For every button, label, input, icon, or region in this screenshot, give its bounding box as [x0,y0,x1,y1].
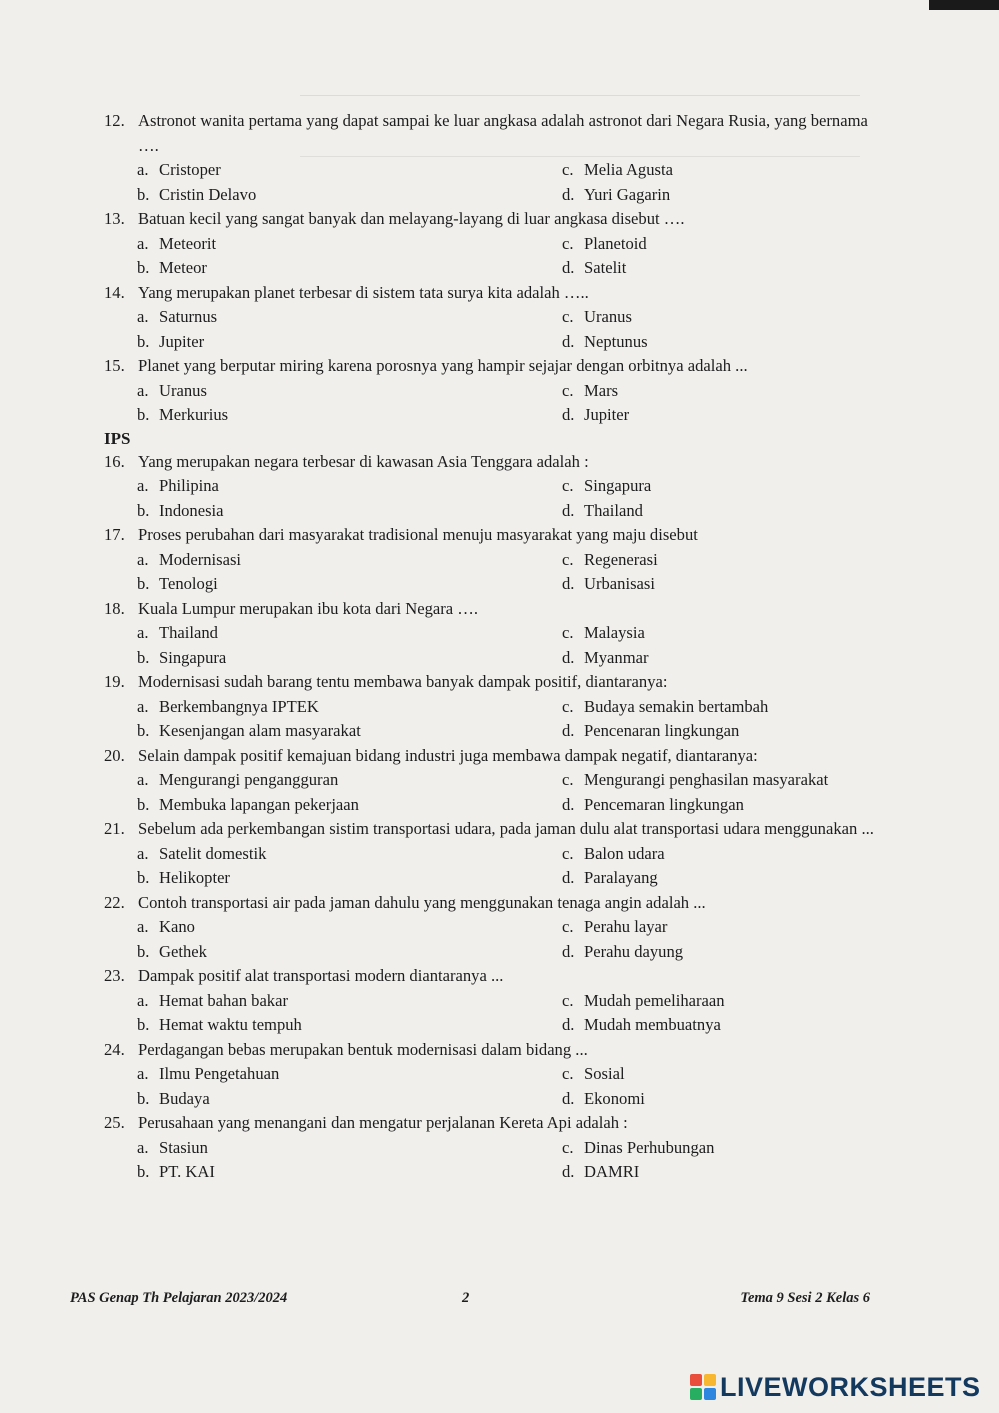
logo-square-4 [704,1388,716,1400]
option-text: Hemat waktu tempuh [159,1015,302,1034]
option-text: Malaysia [584,623,645,642]
question-item [104,891,874,965]
option-letter: a. [137,549,149,569]
question-text-row [104,964,874,989]
answer-option[interactable] [562,379,618,404]
question-text: Yang merupakan planet terbesar di sistem tata surya kita adalah ….. [138,282,589,302]
answer-options [137,379,874,428]
option-text: Berkembangnya IPTEK [159,696,319,716]
option-text: Mengurangi pengangguran [159,770,339,789]
answer-option[interactable] [137,719,361,744]
footer-theme: Tema 9 Sesi 2 Kelas 6 [740,1290,870,1306]
question-text-row [104,281,874,306]
answer-option[interactable] [137,646,226,671]
option-text: Indonesia [159,500,224,520]
answer-option[interactable] [562,842,665,867]
option-letter: c. [562,843,574,863]
question-number: 13. [104,209,125,228]
option-letter: d. [562,405,575,424]
option-text: Jupiter [584,405,630,424]
question-text-row [104,450,874,475]
answer-options [137,1136,874,1185]
answer-options [137,305,874,354]
option-text: Pencenaran lingkungan [584,721,740,740]
answer-option[interactable] [137,866,230,891]
answer-options [137,1062,874,1111]
liveworksheets-logo [690,1372,981,1402]
answer-option[interactable] [137,474,219,499]
option-letter: b. [137,258,150,277]
option-letter: c. [562,476,574,495]
option-letter: c. [562,696,574,716]
answer-option[interactable] [562,1160,639,1185]
question-number: 20. [104,745,125,765]
question-text-row [104,1038,874,1063]
answer-option[interactable] [562,621,645,646]
answer-options [137,232,874,281]
answer-option[interactable] [562,1062,625,1087]
answer-option[interactable] [562,403,629,428]
question-number: 22. [104,892,125,912]
section-heading-ips: IPS [104,428,131,448]
answer-option[interactable] [562,232,647,257]
option-text: Mudah pemeliharaan [584,990,725,1010]
question-text-row [104,744,874,769]
answer-option[interactable] [562,940,683,965]
question-item [104,207,874,281]
option-text: Meteorit [159,233,217,253]
option-letter: a. [137,990,149,1010]
answer-option[interactable] [137,572,218,597]
answer-option[interactable] [137,1013,302,1038]
option-text: Paralayang [584,868,658,887]
question-text-row [104,354,874,379]
option-letter: d. [562,184,575,204]
question-text: Selain dampak positif kemajuan bidang industri juga membawa dampak negatif, diantaranya: [138,745,758,765]
answer-option[interactable] [562,915,667,940]
option-text: Satelit domestik [159,843,267,863]
option-letter: d. [562,647,575,667]
ipa-questions [104,109,874,428]
option-letter: b. [137,941,150,961]
question-item [104,450,874,524]
option-text: Budaya [159,1088,210,1108]
question-number: 18. [104,598,125,618]
option-letter: a. [137,307,149,326]
question-number: 25. [104,1113,125,1132]
option-letter: d. [562,721,575,740]
question-item [104,817,874,891]
option-text: Mars [584,380,619,400]
option-letter: a. [137,476,149,495]
answer-options [137,548,874,597]
option-text: Thailand [159,623,218,642]
option-letter: c. [562,990,574,1010]
answer-option[interactable] [137,842,266,867]
footer-exam-title: PAS Genap Th Pelajaran 2023/2024 [70,1290,288,1306]
option-letter: b. [137,721,150,740]
question-text-row [104,891,874,916]
option-text: Budaya semakin bertambah [584,696,769,716]
answer-option[interactable] [137,915,195,940]
question-item [104,354,874,428]
logo-square-2 [704,1374,716,1386]
option-text: Yuri Gagarin [584,184,671,204]
scan-edge-strip [929,0,999,10]
answer-option[interactable] [562,548,658,573]
answer-option[interactable] [562,646,649,671]
answer-option[interactable] [137,1062,279,1087]
option-letter: a. [137,917,149,936]
option-letter: a. [137,1137,149,1157]
option-text: Melia Agusta [584,160,673,179]
answer-option[interactable] [562,499,643,524]
answer-option[interactable] [137,499,224,524]
option-text: Saturnus [159,307,218,326]
answer-options [137,989,874,1038]
option-letter: c. [562,233,574,253]
question-text: Kuala Lumpur merupakan ibu kota dari Negara …. [138,598,479,618]
question-text: Contoh transportasi air pada jaman dahulu yang menggunakan tenaga angin adalah ... [138,892,706,912]
option-text: Jupiter [159,331,205,351]
answer-option[interactable] [137,305,217,330]
question-text-row [104,817,874,842]
answer-option[interactable] [137,940,207,965]
answer-option[interactable] [137,232,216,257]
option-letter: d. [562,1162,575,1181]
question-text-row [104,597,874,622]
question-text-row [104,207,874,232]
answer-options [137,158,874,207]
answer-option[interactable] [562,474,651,499]
option-letter: d. [562,868,575,887]
question-text: Planet yang berputar miring karena porosnya yang hampir sejajar dengan orbitnya adalah ... [138,356,748,375]
answer-option[interactable] [562,1087,645,1112]
option-letter: c. [562,1137,574,1157]
answer-option[interactable] [562,768,828,793]
option-text: Singapura [584,476,652,495]
answer-option[interactable] [137,695,319,720]
option-letter: b. [137,1088,150,1108]
footer-page-number: 2 [462,1290,470,1306]
option-text: Uranus [584,307,632,326]
option-text: Gethek [159,941,207,961]
answer-options [137,915,874,964]
option-text: Ekonomi [584,1088,645,1108]
answer-options [137,621,874,670]
answer-option[interactable] [137,1160,215,1185]
answer-option[interactable] [562,866,658,891]
answer-options [137,768,874,817]
question-number: 16. [104,451,125,471]
option-letter: d. [562,1015,575,1034]
option-letter: a. [137,233,149,253]
question-item [104,597,874,671]
option-text: Singapura [159,647,227,667]
option-letter: d. [562,574,575,593]
answer-options [137,474,874,523]
option-letter: b. [137,405,150,424]
question-text: Perdagangan bebas merupakan bentuk modernisasi dalam bidang ... [138,1039,588,1059]
question-text: Modernisasi sudah barang tentu membawa banyak dampak positif, diantaranya: [138,672,668,691]
option-text: Meteor [159,258,207,277]
option-letter: a. [137,696,149,716]
question-text: Sebelum ada perkembangan sistim transportasi udara, pada jaman dulu alat transportasi udara menggunakan ... [138,819,874,838]
option-text: Urbanisasi [584,574,655,593]
option-text: Ilmu Pengetahuan [159,1064,280,1083]
option-letter: c. [562,917,574,936]
option-letter: d. [562,258,575,277]
option-letter: a. [137,160,149,179]
question-item [104,964,874,1038]
answer-option[interactable] [137,1136,208,1161]
option-letter: c. [562,380,574,400]
question-list [104,109,874,1185]
option-text: Dinas Perhubungan [584,1137,715,1157]
option-text: Perahu dayung [584,941,684,961]
option-letter: b. [137,1015,150,1034]
answer-options [137,695,874,744]
answer-option[interactable] [562,256,626,281]
answer-option[interactable] [137,330,204,355]
question-text: Proses perubahan dari masyarakat tradisional menuju masyarakat yang maju disebut [138,525,698,544]
answer-options [137,842,874,891]
option-letter: c. [562,770,574,789]
option-text: PT. KAI [159,1162,215,1181]
question-item [104,523,874,597]
option-text: Cristoper [159,160,221,179]
answer-option[interactable] [137,158,221,183]
option-letter: b. [137,331,150,351]
question-item [104,1111,874,1185]
answer-option[interactable] [562,183,670,208]
liveworksheets-icon [690,1374,716,1400]
option-letter: d. [562,941,575,961]
option-letter: a. [137,1064,149,1083]
answer-option[interactable] [562,305,632,330]
option-text: Mudah membuatnya [584,1015,721,1034]
answer-option[interactable] [562,695,768,720]
option-text: Kano [159,917,195,936]
question-number: 24. [104,1039,125,1059]
question-number: 12. [104,111,125,130]
option-text: Stasiun [159,1137,208,1157]
answer-option[interactable] [137,793,359,818]
option-letter: b. [137,574,150,593]
option-letter: d. [562,500,575,520]
brand-name: LIVEWORKSHEETS [720,1371,981,1402]
logo-square-3 [690,1388,702,1400]
answer-option[interactable] [137,183,256,208]
answer-option[interactable] [562,330,648,355]
answer-option[interactable] [137,256,207,281]
option-text: Myanmar [584,647,649,667]
option-text: Regenerasi [584,549,658,569]
question-text: Astronot wanita pertama yang dapat sampai ke luar angkasa adalah astronot dari Negara Rusia, yang bernama …. [138,111,868,155]
option-text: Satelit [584,258,627,277]
option-letter: c. [562,160,574,179]
question-number: 23. [104,966,125,985]
logo-square-1 [690,1374,702,1386]
option-letter: a. [137,623,149,642]
question-number: 17. [104,525,125,544]
option-letter: a. [137,770,149,789]
question-text: Batuan kecil yang sangat banyak dan melayang-layang di luar angkasa disebut …. [138,209,685,228]
option-text: DAMRI [584,1162,640,1181]
answer-option[interactable] [562,719,739,744]
option-text: Tenologi [159,574,218,593]
answer-option[interactable] [562,572,655,597]
answer-option[interactable] [562,158,673,183]
answer-option[interactable] [137,989,288,1014]
question-text: Perusahaan yang menangani dan mengatur perjalanan Kereta Api adalah : [138,1113,628,1132]
option-letter: b. [137,500,150,520]
option-letter: a. [137,380,149,400]
option-letter: b. [137,647,150,667]
option-letter: b. [137,794,150,814]
option-letter: c. [562,549,574,569]
question-number: 15. [104,356,125,375]
question-number: 14. [104,282,125,302]
option-text: Hemat bahan bakar [159,990,288,1010]
option-text: Uranus [159,380,207,400]
option-letter: c. [562,1064,574,1083]
ips-questions [104,450,874,1185]
option-text: Balon udara [584,843,665,863]
question-text-row [104,670,874,695]
question-item [104,744,874,818]
option-text: Cristin Delavo [159,184,257,204]
option-text: Perahu layar [584,917,668,936]
option-text: Neptunus [584,331,648,351]
option-letter: c. [562,623,574,642]
option-text: Planetoid [584,233,647,253]
option-text: Kesenjangan alam masyarakat [159,721,361,740]
option-letter: b. [137,868,150,887]
question-item [104,281,874,355]
question-text-row [104,109,874,158]
question-item [104,670,874,744]
option-text: Thailand [584,500,643,520]
question-text: Dampak positif alat transportasi modern diantaranya ... [138,966,504,985]
option-text: Pencemaran lingkungan [584,794,744,814]
answer-option[interactable] [137,403,228,428]
option-letter: d. [562,331,575,351]
answer-option[interactable] [137,621,218,646]
option-text: Membuka lapangan pekerjaan [159,794,359,814]
option-text: Merkurius [159,405,229,424]
option-letter: a. [137,843,149,863]
option-text: Sosial [584,1064,625,1083]
option-text: Helikopter [159,868,230,887]
answer-option[interactable] [137,379,207,404]
answer-option[interactable] [562,793,744,818]
answer-option[interactable] [562,1136,714,1161]
page-footer [70,1290,870,1312]
option-text: Modernisasi [159,549,242,569]
answer-option[interactable] [137,768,338,793]
option-letter: d. [562,1088,575,1108]
option-letter: c. [562,307,574,326]
question-item [104,1038,874,1112]
answer-option[interactable] [562,989,725,1014]
answer-option[interactable] [562,1013,721,1038]
question-text: Yang merupakan negara terbesar di kawasan Asia Tenggara adalah : [138,451,589,471]
question-text-row [104,1111,874,1136]
option-letter: b. [137,184,150,204]
question-text-row [104,523,874,548]
answer-option[interactable] [137,548,241,573]
option-text: Philipina [159,476,219,495]
option-text: Mengurangi penghasilan masyarakat [584,770,829,789]
option-letter: d. [562,794,575,814]
question-item [104,109,874,207]
answer-option[interactable] [137,1087,210,1112]
option-letter: b. [137,1162,150,1181]
question-number: 19. [104,672,125,691]
question-number: 21. [104,819,125,838]
